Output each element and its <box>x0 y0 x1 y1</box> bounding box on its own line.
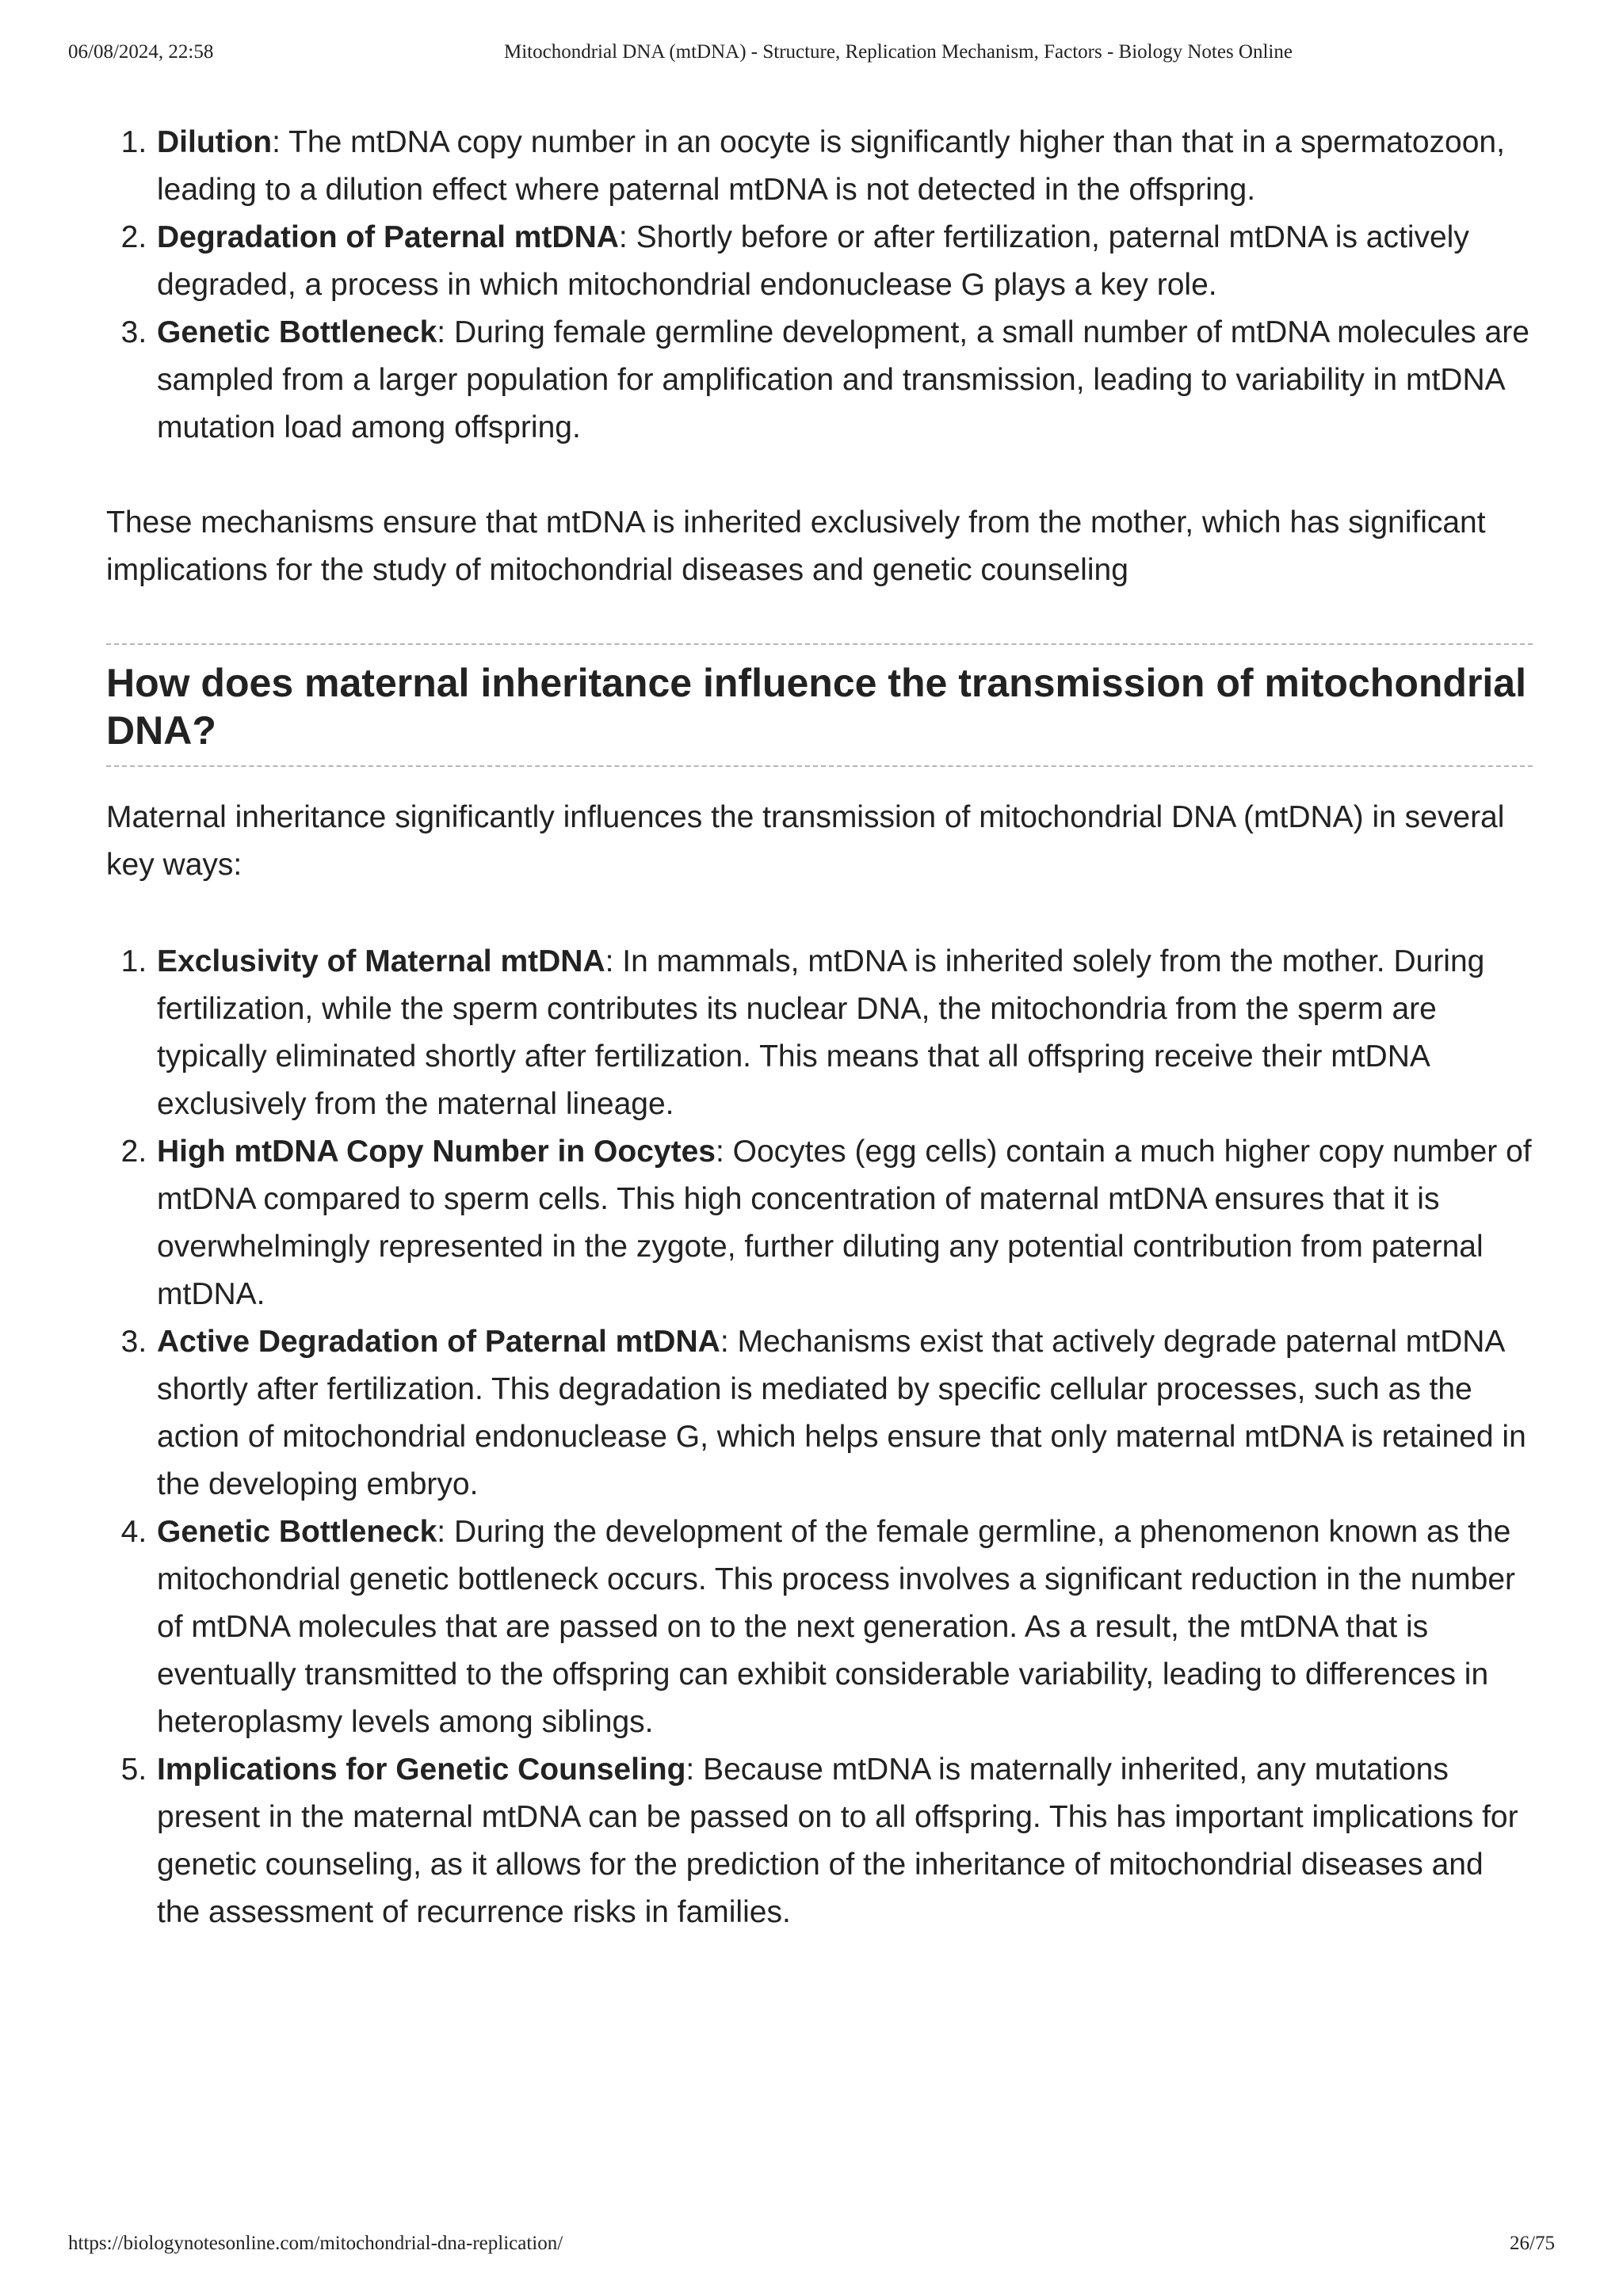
summary-paragraph: These mechanisms ensure that mtDNA is inherited exclusively from the mother, which has significant implications for the study of mitochondrial diseases and genetic counseling <box>106 505 1486 587</box>
list-item <box>155 309 1533 452</box>
article-content-continued <box>106 938 1533 1935</box>
list-item-text: : During the development of the female germline, a phenomenon known as the mitochondrial genetic bottleneck occurs. This process involves a significant reduction in the number of mtDNA molecules that are passed on to the next generation. As a result, the mtDNA that is eventually transmitted to the offspring can exhibit considerable variability, leading to differences in heteroplasmy levels among siblings. <box>157 1515 1516 1739</box>
list-item <box>155 1128 1533 1318</box>
list-item-text: : Shortly before or after fertilization, paternal mtDNA is actively degraded, a process in which mitochondrial endonuclease G plays a key role. <box>157 220 1469 302</box>
list-item <box>155 1746 1533 1935</box>
section-intro-paragraph: Maternal inheritance significantly influences the transmission of mitochondrial DNA (mtDNA) in several key ways: <box>106 800 1505 882</box>
section-heading: How does maternal inheritance influence the transmission of mitochondrial DNA? <box>106 643 1533 767</box>
list-item-term: Genetic Bottleneck <box>157 315 437 349</box>
list-item-term: Genetic Bottleneck <box>157 1515 437 1549</box>
list-item-text: : Oocytes (egg cells) contain a much higher copy number of mtDNA compared to sperm cells. This high concentration of maternal mtDNA ensures that it is overwhelmingly represented in the zygote, further diluting any potential contribution from paternal mtDNA. <box>157 1135 1532 1311</box>
list-item-text: : The mtDNA copy number in an oocyte is significantly higher than that in a spermatozoon, leading to a dilution effect where paternal mtDNA is not detected in the offspring. <box>157 125 1505 207</box>
list-item-text: : In mammals, mtDNA is inherited solely from the mother. During fertilization, while the sperm contributes its nuclear DNA, the mitochondria from the sperm are typically eliminated shortly after fertilization. This means that all offspring receive their mtDNA exclusively from the maternal lineage. <box>157 944 1485 1121</box>
maternal-inheritance-list <box>106 938 1533 1935</box>
list-item-term: Degradation of Paternal mtDNA <box>157 220 619 254</box>
print-url[interactable]: https://biologynotesonline.com/mitochondrial-dna-replication/ <box>68 2233 563 2254</box>
list-item-term: Active Degradation of Paternal mtDNA <box>157 1325 720 1359</box>
list-item-text: : Mechanisms exist that actively degrade paternal mtDNA shortly after fertilization. This degradation is mediated by specific cellular processes, such as the action of mitochondrial endonuclease G, which helps ensure that only maternal mtDNA is retained in the developing embryo. <box>157 1325 1526 1501</box>
list-item-term: Exclusivity of Maternal mtDNA <box>157 944 605 978</box>
list-item-text: : During female germline development, a small number of mtDNA molecules are sampled from a larger population for amplification and transmission, leading to variability in mtDNA mutation load among offspring. <box>157 315 1529 444</box>
list-item-term: Dilution <box>157 125 273 159</box>
list-item <box>155 1318 1533 1508</box>
print-datetime: 06/08/2024, 22:58 <box>68 41 214 63</box>
list-item <box>155 938 1533 1128</box>
print-page-title: Mitochondrial DNA (mtDNA) - Structure, Replication Mechanism, Factors - Biology Notes Online <box>504 41 1293 63</box>
list-item <box>155 119 1533 214</box>
list-item-text: : Because mtDNA is maternally inherited, any mutations present in the maternal mtDNA can be passed on to all offspring. This has important implications for genetic counseling, as it allows for the prediction of the inheritance of mitochondrial diseases and the assessment of recurrence risks in families. <box>157 1753 1518 1929</box>
page-number: 26/75 <box>1510 2233 1555 2254</box>
mechanisms-list <box>106 119 1533 452</box>
list-item-term: High mtDNA Copy Number in Oocytes <box>157 1135 716 1169</box>
print-footer <box>68 2233 1555 2264</box>
list-item <box>155 214 1533 309</box>
print-header <box>68 41 1555 73</box>
list-item-term: Implications for Genetic Counseling <box>157 1753 686 1787</box>
list-item <box>155 1508 1533 1746</box>
article-content <box>106 119 1533 889</box>
